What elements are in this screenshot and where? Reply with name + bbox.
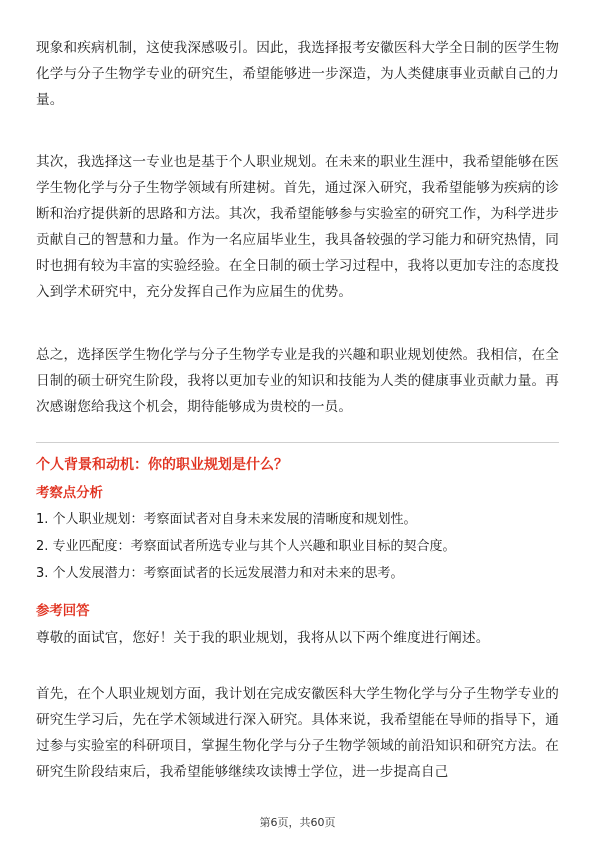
answer-paragraph: 首先，在个人职业规划方面，我计划在完成安徽医科大学生物化学与分子生物学专业的研究生学习后，先在学术领域进行深入研究。具体来说，我希望能在导师的指导下，通过参与实验室的科研项目，掌握生物化学与分子生物学领域的前沿知识和研究方法。在研究生阶段结束后，我希望能够继续攻读博士学位，进一步提高自己 bbox=[36, 686, 559, 780]
page-number: 第6页，共60页 bbox=[259, 816, 336, 829]
analysis-item: 1. 个人职业规划：考察面试者对自身未来发展的清晰度和规划性。 bbox=[36, 512, 417, 527]
analysis-heading: 考察点分析 bbox=[36, 486, 103, 501]
paragraph-career-plan: 其次，我选择这一专业也是基于个人职业规划。在未来的职业生涯中，我希望能够在医学生物化学与分子生物学领域有所建树。首先，通过深入研究，我希望能够为疾病的诊断和治疗提供新的思路和方法。其次，我希望能够参与实验室的研究工作，为科学进步贡献自己的智慧和力量。作为一名应届毕业生，我具备较强的学习能力和研究热情，同时也拥有较为丰富的实验经验。在全日制的硕士学习过程中，我将以更加专注的态度投入到学术研究中，充分发挥自己作为应届生的优势。 bbox=[36, 154, 559, 300]
analysis-item: 2. 专业匹配度：考察面试者所选专业与其个人兴趣和职业目标的契合度。 bbox=[36, 539, 456, 554]
answer-heading: 参考回答 bbox=[36, 604, 90, 619]
question-title: 个人背景和动机：你的职业规划是什么？ bbox=[36, 457, 288, 473]
analysis-item: 3. 个人发展潜力：考察面试者的长远发展潜力和对未来的思考。 bbox=[36, 566, 404, 581]
answer-intro: 尊敬的面试官，您好！关于我的职业规划，我将从以下两个维度进行阐述。 bbox=[36, 630, 490, 646]
paragraph-conclusion: 总之，选择医学生物化学与分子生物学专业是我的兴趣和职业规划使然。我相信，在全日制的硕士研究生阶段，我将以更加专业的知识和技能为人类的健康事业贡献力量。再次感谢您给我这个机会，期待能够成为贵校的一员。 bbox=[36, 347, 559, 415]
section-divider bbox=[36, 442, 559, 443]
paragraph-motivation-end: 现象和疾病机制，这使我深感吸引。因此，我选择报考安徽医科大学全日制的医学生物化学与分子生物学专业的研究生，希望能够进一步深造，为人类健康事业贡献自己的力量。 bbox=[36, 40, 559, 108]
analysis-list bbox=[36, 510, 559, 591]
